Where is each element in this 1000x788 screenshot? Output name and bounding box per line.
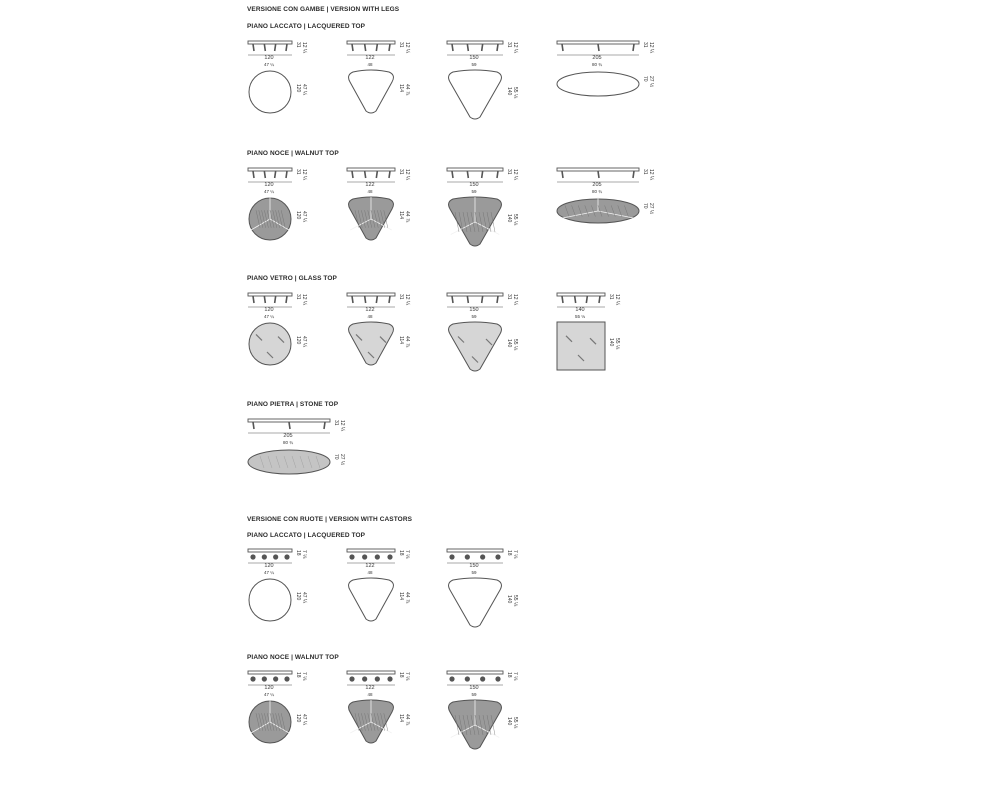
table-leg xyxy=(452,44,453,51)
width-cm-label: 120 xyxy=(264,182,274,188)
depth-in-label: 55 ⅛ xyxy=(512,339,518,351)
height-in-label: 12 ¼ xyxy=(648,42,654,54)
table-leg xyxy=(633,44,634,51)
table-leg xyxy=(467,296,468,303)
table-side-top xyxy=(248,671,292,674)
table-side-top xyxy=(347,168,395,171)
table-side-top xyxy=(248,41,292,44)
width-in-label: 47 ¼ xyxy=(263,62,274,67)
table-leg xyxy=(253,296,254,303)
height-cm-label: 31 xyxy=(642,42,648,48)
castor-wheel xyxy=(349,554,354,559)
table-leg xyxy=(586,296,587,303)
table-side-top xyxy=(557,293,605,296)
table-variant xyxy=(247,290,321,400)
table-side-top xyxy=(447,549,503,552)
table-leg xyxy=(482,296,483,303)
table-leg xyxy=(376,296,377,303)
height-in-label: 12 ¼ xyxy=(614,294,620,306)
height-cm-label: 31 xyxy=(642,169,648,175)
width-in-label: 80 ¾ xyxy=(282,440,293,445)
width-cm-label: 122 xyxy=(365,685,375,691)
table-top-triangle xyxy=(449,578,502,627)
width-in-label: 48 xyxy=(367,692,373,697)
depth-in-label: 44 ⅞ xyxy=(404,714,410,726)
depth-cm-label: 140 xyxy=(608,338,614,347)
castor-wheel xyxy=(465,676,470,681)
section-title: VERSIONE CON RUOTE | VERSION WITH CASTORS xyxy=(247,516,413,523)
table-variant xyxy=(247,416,359,526)
castor-wheel xyxy=(387,554,392,559)
width-cm-label: 150 xyxy=(469,55,479,61)
table-side-top xyxy=(347,41,395,44)
table-leg xyxy=(467,171,468,178)
table-leg xyxy=(324,422,325,429)
height-in-label: 12 ¼ xyxy=(301,169,307,181)
height-in-label: 12 ¼ xyxy=(301,42,307,54)
table-leg xyxy=(467,44,468,51)
depth-cm-label: 114 xyxy=(398,714,404,722)
depth-cm-label: 120 xyxy=(295,336,301,345)
castor-wheel xyxy=(480,554,485,559)
depth-in-label: 27 ½ xyxy=(648,203,654,215)
depth-in-label: 27 ½ xyxy=(648,76,654,88)
section-title: VERSIONE CON GAMBE | VERSION WITH LEGS xyxy=(247,6,400,13)
height-cm-label: 31 xyxy=(398,169,404,175)
castor-wheel xyxy=(495,676,500,681)
table-top-triangle xyxy=(449,70,502,119)
table-top-triangle xyxy=(349,322,394,365)
depth-cm-label: 114 xyxy=(398,592,404,600)
table-variant xyxy=(556,165,668,275)
depth-in-label: 55 ⅛ xyxy=(614,338,620,350)
castor-wheel xyxy=(387,676,392,681)
depth-in-label: 44 ⅞ xyxy=(404,336,410,348)
table-leg xyxy=(352,296,353,303)
table-variant xyxy=(556,38,668,148)
table-side-top xyxy=(447,41,503,44)
height-in-label: 7 ⅛ xyxy=(512,672,518,681)
table-side-top xyxy=(248,419,330,422)
depth-in-label: 44 ⅞ xyxy=(404,84,410,96)
table-variant xyxy=(446,546,532,656)
table-variant xyxy=(346,290,424,400)
height-cm-label: 31 xyxy=(333,420,339,426)
table-variant xyxy=(556,290,634,400)
width-in-label: 48 xyxy=(367,189,373,194)
castor-wheel xyxy=(250,676,255,681)
width-cm-label: 122 xyxy=(365,182,375,188)
width-in-label: 55 ⅛ xyxy=(574,314,585,319)
height-cm-label: 18 xyxy=(398,550,404,556)
height-cm-label: 31 xyxy=(398,42,404,48)
height-in-label: 12 ¼ xyxy=(512,169,518,181)
table-leg xyxy=(482,44,483,51)
depth-in-label: 47 ¼ xyxy=(301,84,307,96)
table-leg xyxy=(286,44,287,51)
table-leg xyxy=(497,44,498,51)
castor-wheel xyxy=(480,676,485,681)
width-in-label: 59 xyxy=(471,189,477,194)
depth-cm-label: 120 xyxy=(295,714,301,723)
width-cm-label: 122 xyxy=(365,55,375,61)
table-variant xyxy=(247,38,321,148)
height-cm-label: 31 xyxy=(398,294,404,300)
width-cm-label: 120 xyxy=(264,563,274,569)
table-variant xyxy=(446,165,532,275)
height-in-label: 7 ⅛ xyxy=(404,550,410,559)
width-cm-label: 150 xyxy=(469,307,479,313)
table-leg xyxy=(562,44,563,51)
table-variant xyxy=(247,668,321,778)
table-leg xyxy=(352,44,353,51)
table-leg xyxy=(264,296,265,303)
castor-wheel xyxy=(262,554,267,559)
width-cm-label: 205 xyxy=(592,182,602,188)
table-leg xyxy=(562,296,563,303)
castor-wheel xyxy=(465,554,470,559)
depth-cm-label: 70 xyxy=(333,454,339,460)
width-in-label: 80 ¾ xyxy=(591,62,602,67)
width-in-label: 47 ¼ xyxy=(263,314,274,319)
table-leg xyxy=(275,171,276,178)
width-cm-label: 122 xyxy=(365,307,375,313)
depth-in-label: 55 ⅛ xyxy=(512,595,518,607)
depth-in-label: 44 ⅞ xyxy=(404,211,410,223)
depth-in-label: 47 ¼ xyxy=(301,336,307,348)
castor-wheel xyxy=(273,554,278,559)
table-top-circle xyxy=(249,323,291,365)
table-variant xyxy=(346,668,424,778)
table-top-oval xyxy=(557,72,639,96)
castor-wheel xyxy=(362,554,367,559)
table-leg xyxy=(253,44,254,51)
table-leg xyxy=(497,171,498,178)
table-leg xyxy=(452,171,453,178)
table-top-oval xyxy=(248,450,330,474)
width-in-label: 48 xyxy=(367,314,373,319)
width-in-label: 47 ¼ xyxy=(263,570,274,575)
width-cm-label: 150 xyxy=(469,563,479,569)
finish-group-title: PIANO LACCATO | LACQUERED TOP xyxy=(247,23,366,30)
depth-cm-label: 120 xyxy=(295,592,301,601)
table-top-triangle xyxy=(349,578,394,621)
castor-wheel xyxy=(349,676,354,681)
width-in-label: 59 xyxy=(471,314,477,319)
depth-cm-label: 114 xyxy=(398,211,404,219)
table-top-square xyxy=(557,322,605,370)
table-leg xyxy=(275,44,276,51)
width-cm-label: 140 xyxy=(575,307,585,313)
table-leg xyxy=(365,44,366,51)
depth-in-label: 44 ⅞ xyxy=(404,592,410,604)
depth-cm-label: 70 xyxy=(642,203,648,209)
depth-cm-label: 120 xyxy=(295,84,301,93)
height-cm-label: 18 xyxy=(506,672,512,678)
table-top-circle xyxy=(249,579,291,621)
table-side-top xyxy=(248,549,292,552)
table-leg xyxy=(389,171,390,178)
width-in-label: 48 xyxy=(367,62,373,67)
table-leg xyxy=(633,171,634,178)
table-side-top xyxy=(557,168,639,171)
table-leg xyxy=(352,171,353,178)
castor-wheel xyxy=(449,676,454,681)
table-leg xyxy=(365,296,366,303)
depth-cm-label: 114 xyxy=(398,84,404,92)
table-leg xyxy=(452,296,453,303)
castor-wheel xyxy=(250,554,255,559)
height-in-label: 12 ¼ xyxy=(648,169,654,181)
height-cm-label: 18 xyxy=(295,550,301,556)
height-cm-label: 18 xyxy=(398,672,404,678)
castor-wheel xyxy=(495,554,500,559)
table-side-top xyxy=(347,293,395,296)
table-variant xyxy=(446,290,532,400)
castor-wheel xyxy=(262,676,267,681)
table-side-top xyxy=(447,671,503,674)
table-leg xyxy=(389,296,390,303)
width-in-label: 47 ¼ xyxy=(263,189,274,194)
castor-wheel xyxy=(449,554,454,559)
width-cm-label: 205 xyxy=(592,55,602,61)
finish-group-title: PIANO LACCATO | LACQUERED TOP xyxy=(247,532,366,539)
finish-group-title: PIANO PIETRA | STONE TOP xyxy=(247,401,339,408)
table-side-top xyxy=(347,549,395,552)
height-in-label: 7 ⅛ xyxy=(301,672,307,681)
table-leg xyxy=(562,171,563,178)
width-in-label: 59 xyxy=(471,570,477,575)
width-cm-label: 150 xyxy=(469,685,479,691)
height-in-label: 12 ¼ xyxy=(404,42,410,54)
castor-wheel xyxy=(362,676,367,681)
table-leg xyxy=(376,44,377,51)
width-in-label: 59 xyxy=(471,692,477,697)
depth-cm-label: 70 xyxy=(642,76,648,82)
table-variant xyxy=(247,546,321,656)
width-in-label: 48 xyxy=(367,570,373,575)
table-leg xyxy=(598,44,599,51)
depth-in-label: 55 ⅛ xyxy=(512,214,518,226)
castor-wheel xyxy=(375,676,380,681)
table-side-top xyxy=(447,168,503,171)
table-side-top xyxy=(447,293,503,296)
table-leg xyxy=(264,171,265,178)
width-cm-label: 150 xyxy=(469,182,479,188)
height-cm-label: 31 xyxy=(295,294,301,300)
table-leg xyxy=(264,44,265,51)
width-in-label: 80 ¾ xyxy=(591,189,602,194)
table-side-top xyxy=(347,671,395,674)
width-cm-label: 122 xyxy=(365,563,375,569)
table-leg xyxy=(253,171,254,178)
depth-cm-label: 140 xyxy=(506,717,512,726)
table-top-triangle xyxy=(449,322,502,371)
height-cm-label: 31 xyxy=(295,169,301,175)
table-leg xyxy=(253,422,254,429)
height-in-label: 12 ¼ xyxy=(339,420,345,432)
depth-cm-label: 120 xyxy=(295,211,301,220)
table-variant xyxy=(346,165,424,275)
depth-cm-label: 140 xyxy=(506,87,512,96)
finish-group-title: PIANO VETRO | GLASS TOP xyxy=(247,275,337,282)
table-leg xyxy=(286,296,287,303)
table-side-top xyxy=(248,168,292,171)
height-cm-label: 31 xyxy=(506,294,512,300)
table-top-triangle xyxy=(349,70,394,113)
width-cm-label: 120 xyxy=(264,307,274,313)
table-variant xyxy=(446,668,532,778)
width-in-label: 47 ¼ xyxy=(263,692,274,697)
depth-in-label: 55 ⅛ xyxy=(512,87,518,99)
depth-cm-label: 140 xyxy=(506,214,512,223)
height-cm-label: 18 xyxy=(506,550,512,556)
table-leg xyxy=(389,44,390,51)
height-in-label: 12 ¼ xyxy=(301,294,307,306)
table-leg xyxy=(275,296,276,303)
height-in-label: 12 ¼ xyxy=(512,294,518,306)
table-leg xyxy=(598,171,599,178)
table-variant xyxy=(346,38,424,148)
table-top-circle xyxy=(249,71,291,113)
finish-group-title: PIANO NOCE | WALNUT TOP xyxy=(247,654,339,661)
height-cm-label: 31 xyxy=(506,169,512,175)
height-cm-label: 31 xyxy=(295,42,301,48)
width-cm-label: 120 xyxy=(264,55,274,61)
castor-wheel xyxy=(284,676,289,681)
table-side-top xyxy=(248,293,292,296)
depth-cm-label: 140 xyxy=(506,595,512,604)
table-leg xyxy=(365,171,366,178)
height-in-label: 12 ¼ xyxy=(404,169,410,181)
height-cm-label: 18 xyxy=(295,672,301,678)
width-cm-label: 120 xyxy=(264,685,274,691)
table-leg xyxy=(599,296,600,303)
table-leg xyxy=(497,296,498,303)
depth-in-label: 47 ¼ xyxy=(301,714,307,726)
depth-cm-label: 140 xyxy=(506,339,512,348)
height-in-label: 12 ¼ xyxy=(404,294,410,306)
height-in-label: 7 ⅛ xyxy=(301,550,307,559)
table-variant xyxy=(247,165,321,275)
table-side-top xyxy=(557,41,639,44)
table-leg xyxy=(482,171,483,178)
table-leg xyxy=(289,422,290,429)
height-cm-label: 31 xyxy=(608,294,614,300)
height-cm-label: 31 xyxy=(506,42,512,48)
depth-cm-label: 114 xyxy=(398,336,404,344)
castor-wheel xyxy=(284,554,289,559)
table-variant xyxy=(446,38,532,148)
width-in-label: 59 xyxy=(471,62,477,67)
table-leg xyxy=(575,296,576,303)
depth-in-label: 27 ½ xyxy=(339,454,345,466)
height-in-label: 12 ¼ xyxy=(512,42,518,54)
depth-in-label: 47 ¼ xyxy=(301,211,307,223)
height-in-label: 7 ⅛ xyxy=(404,672,410,681)
castor-wheel xyxy=(375,554,380,559)
depth-in-label: 47 ¼ xyxy=(301,592,307,604)
width-cm-label: 205 xyxy=(283,433,293,439)
depth-in-label: 55 ⅛ xyxy=(512,717,518,729)
table-leg xyxy=(286,171,287,178)
table-leg xyxy=(376,171,377,178)
castor-wheel xyxy=(273,676,278,681)
table-variant xyxy=(346,546,424,656)
finish-group-title: PIANO NOCE | WALNUT TOP xyxy=(247,150,339,157)
height-in-label: 7 ⅛ xyxy=(512,550,518,559)
